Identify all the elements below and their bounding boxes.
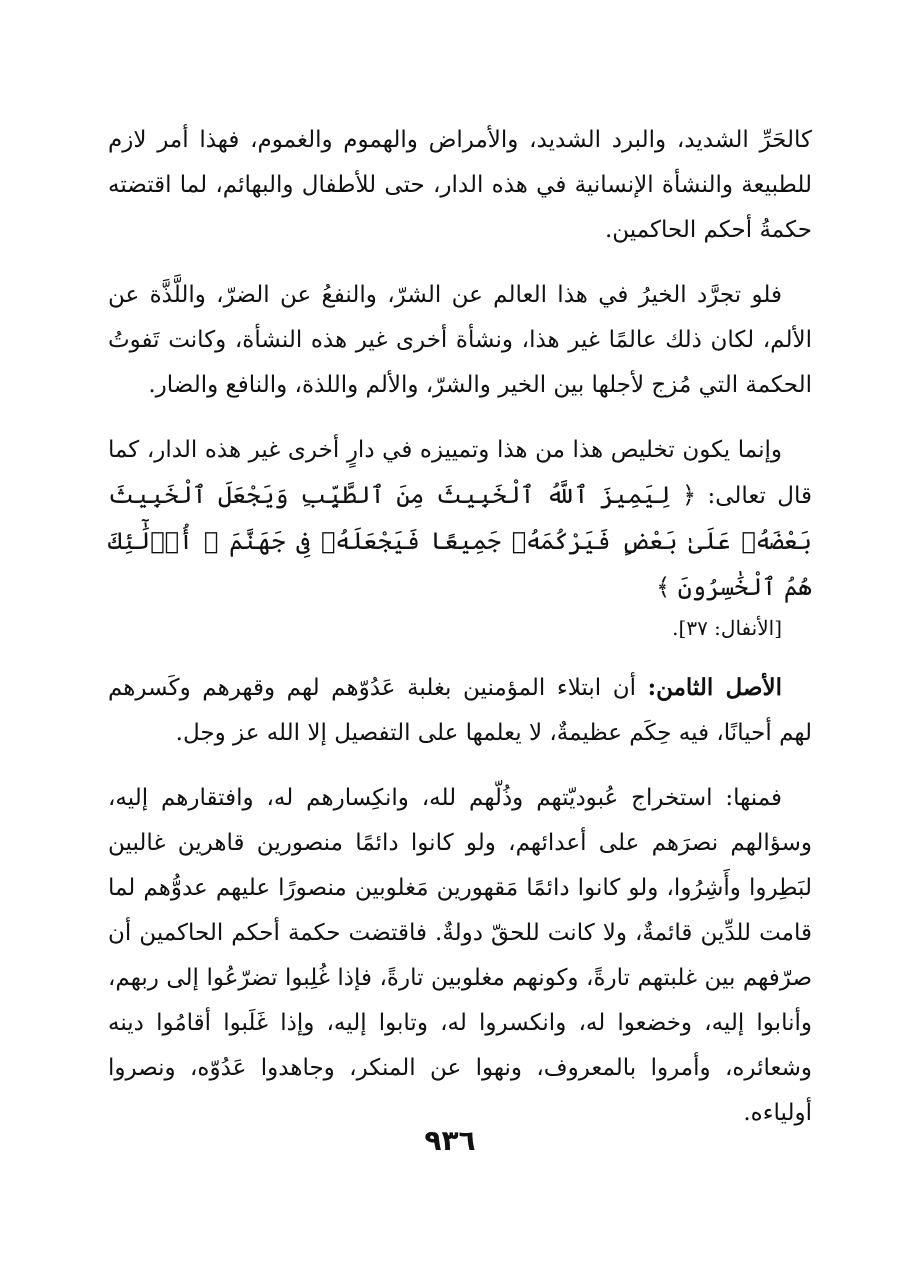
verse-reference: [الأنفال: ٣٧]. [672,616,782,640]
paragraph-2 [108,273,812,408]
paragraph-1 [108,118,812,253]
paragraph-3 [108,428,812,645]
paragraph-2-text: فلو تجرَّد الخيرُ في هذا العالم عن الشرّ، والنفعُ عن الضرّ، واللَّذَّة عن الألم، لكان ذلك عالمًا غير هذا، ونشأة أخرى غير هذه النشأة، وكانت تَفوتُ الحكمة التي مُزج لأجلها بين الخير والشرّ، والألم واللذة، والنافع والضار. [108,282,812,398]
paragraph-5 [108,776,812,1136]
paragraph-3-intro: وإنما يكون تخليص هذا من هذا وتمييزه في دارٍ أخرى غير هذه الدار، كما قال تعالى: [108,437,812,509]
section-heading: الأصل الثامن: [647,674,782,701]
quran-verse: ﴿ لِيَمِيزَ ٱللَّهُ ٱلْخَبِيثَ مِنَ ٱلطَّيِّبِ وَيَجْعَلَ ٱلْخَبِيثَ بَعْضَهُۥ عَلَىٰ بَعْضٍ فَيَرْكُمَهُۥ جَمِيعًا فَيَجْعَلَهُۥ فِى جَهَنَّمَ ۚ أُو۟لَٰٓئِكَ هُمُ ٱلْخَٰسِرُونَ ﴾ [108,481,812,601]
page-body [108,118,812,1156]
paragraph-4-text: أن ابتلاء المؤمنين بغلبة عَدُوّهم لهم وقهرهم وكَسرهم لهم أحيانًا، فيه حِكَم عظيمةٌ، لا يعلمها على التفصيل إلا الله عز وجل. [108,675,812,746]
paragraph-5-text: فمنها: استخراج عُبوديّتهم وذُلّهم لله، وانكِسارهم له، وافتقارهم إليه، وسؤالهم نصرَهم على أعدائهم، ولو كانوا دائمًا منصورين قاهرين غالبين لبَطِروا وأَشِرُوا، ولو كانوا دائمًا مَقهورين مَغلوبين منصورًا عليهم عدوُّهم لما قامت للدِّين قائمةٌ، ولا كانت للحقّ دولةٌ. فاقتضت حكمة أحكم الحاكمين أن صرّفهم بين غلبتهم تارةً، وكونهم مغلوبين تارةً، فإذا غُلِبوا تضرّعُوا إلى ربهم، وأنابوا إليه، وخضعوا له، وانكسروا له، وتابوا إليه، وإذا غَلَبوا أقامُوا دينه وشعائره، وأمروا بالمعروف، ونهوا عن المنكر، وجاهدوا عَدُوّه، ونصروا أولياءه. [108,785,812,1126]
paragraph-1-text: كالحَرِّ الشديد، والبرد الشديد، والأمراض والهموم والغموم، فهذا أمر لازم للطبيعة والنشأة الإنسانية في هذه الدار، حتى للأطفال والبهائم، لما اقتضته حكمةُ أحكم الحاكمين. [108,127,812,243]
paragraph-4 [108,665,812,756]
page-number: ٩٣٦ [424,1124,476,1157]
